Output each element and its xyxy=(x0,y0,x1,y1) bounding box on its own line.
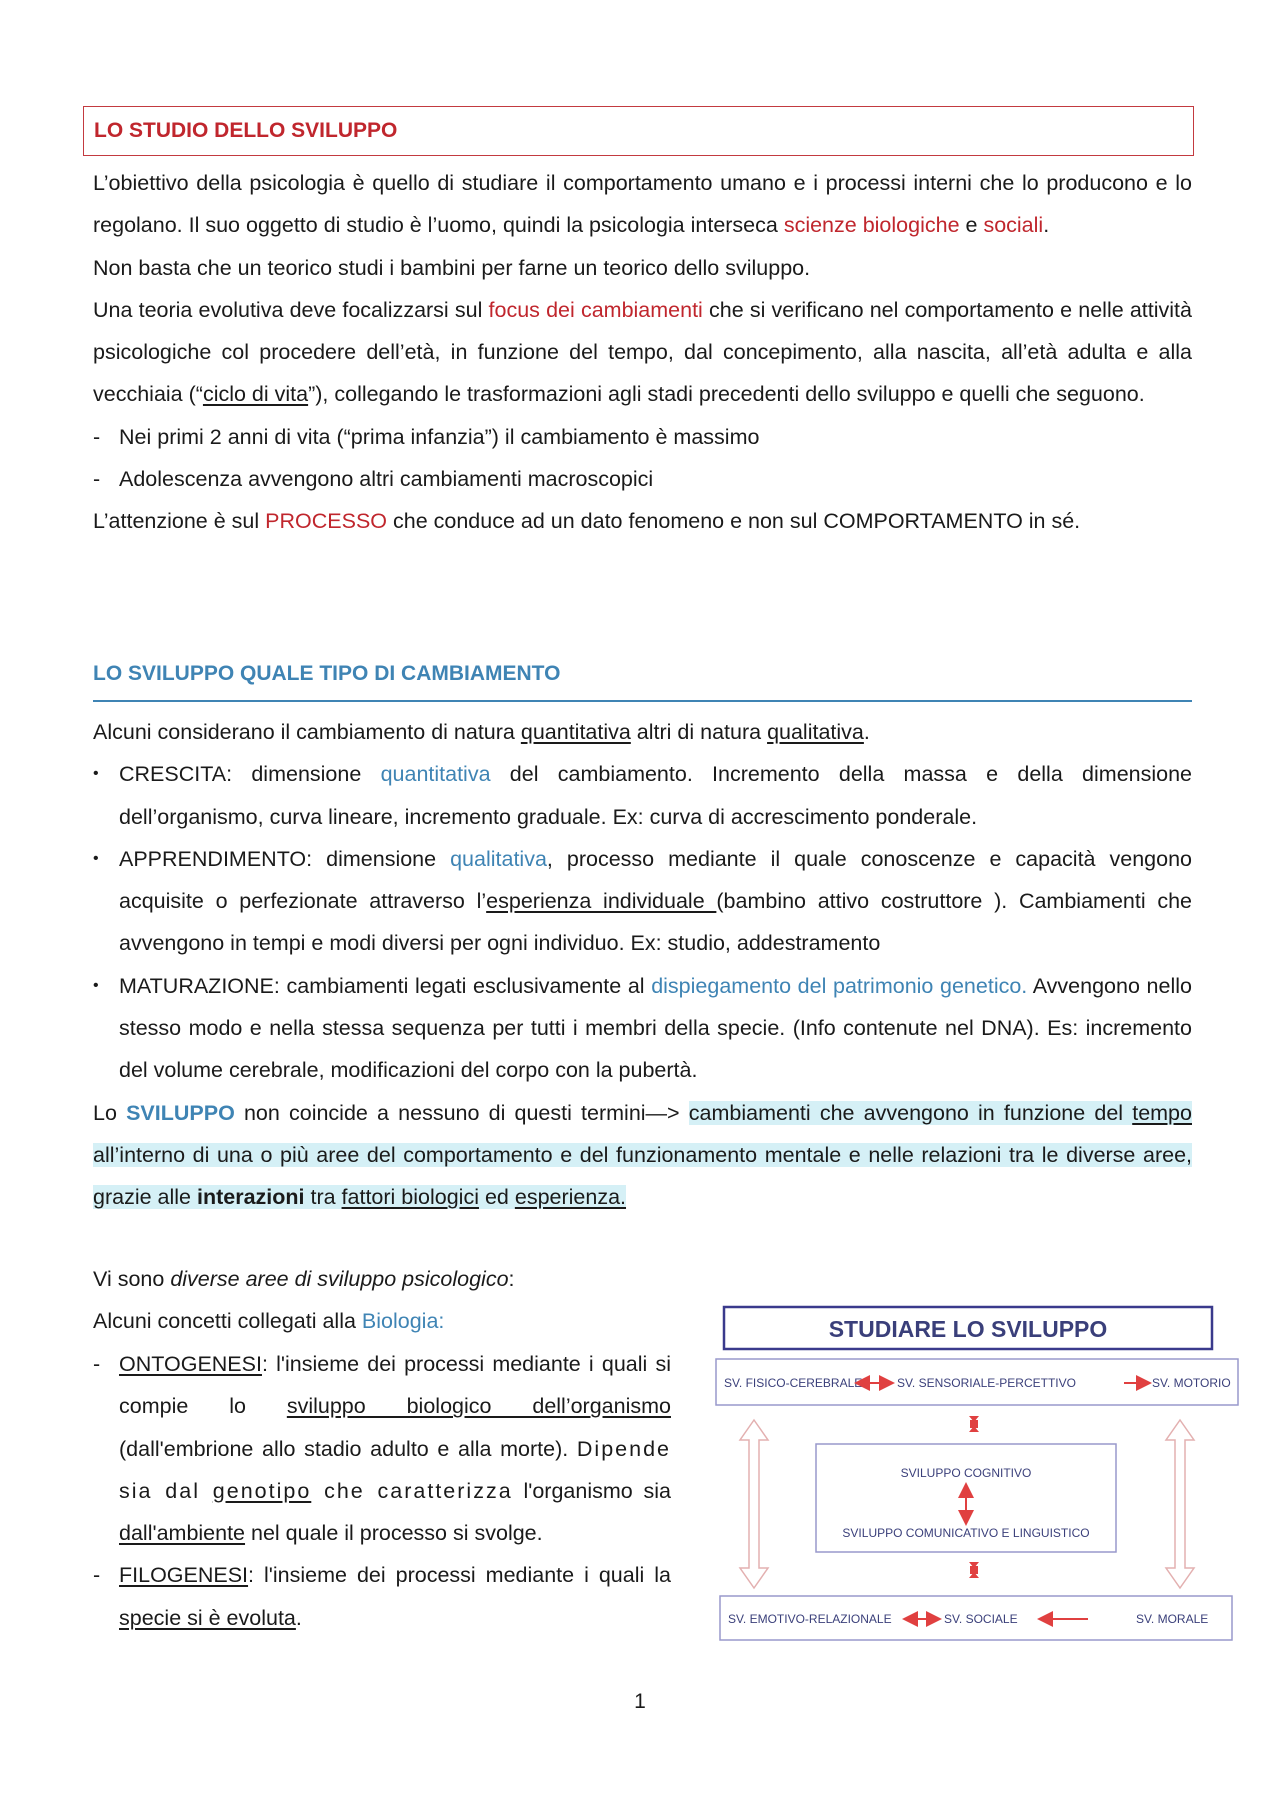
underlined-ciclo-di-vita: ciclo di vita xyxy=(202,382,309,407)
paragraph-natura-cambiamento: Alcuni considerano il cambiamento di natura quantitativa altri di natura qualitativa. xyxy=(93,720,870,744)
diagram-top-item-1: SV. FISICO-CEREBRALE xyxy=(724,1376,863,1390)
section3-definitions xyxy=(93,1343,671,1639)
diagram-center-item-2: SVILUPPO COMUNICATIVO E LINGUISTICO xyxy=(842,1526,1090,1540)
list-item-crescita: • CRESCITA: dimensione quantitativa del cambiamento. Incremento della massa e della dimensione dell’organismo, curva lineare, incremento graduale. Ex: curva di accrescimento ponderale. xyxy=(93,753,1192,838)
paragraph-teorico: Non basta che un teorico studi i bambini per farne un teorico dello sviluppo. xyxy=(93,255,811,280)
section-title-studio-sviluppo: LO STUDIO DELLO SVILUPPO xyxy=(83,106,1194,156)
page-number: 1 xyxy=(634,1690,646,1713)
diagram-bottom-item-3: SV. MORALE xyxy=(1136,1612,1209,1626)
diagram-arrow-top-center-bar xyxy=(970,1420,978,1428)
list-item-apprendimento: • APPRENDIMENTO: dimensione qualitativa, processo mediante il quale conoscenze e capacità vengono acquisite o perfezionate attraverso l’esperienza individuale (bambino attivo costruttore ). Cambiamenti che avvengono in tempi e modi diversi per ogni individuo. Ex: studio, addestramento xyxy=(93,838,1192,965)
diagram-studiare-sviluppo xyxy=(712,1302,1242,1652)
section1-body xyxy=(93,162,1192,543)
diagram-bottom-item-1: SV. EMOTIVO-RELAZIONALE xyxy=(728,1612,892,1626)
keyword-sviluppo: SVILUPPO xyxy=(126,1100,235,1125)
term-filogenesi: FILOGENESI xyxy=(119,1563,249,1588)
list-item-maturazione: • MATURAZIONE: cambiamenti legati esclusivamente al dispiegamento del patrimonio genetico. Avvengono nello stesso modo e nella stessa sequenza per tutti i membri della specie. (Info contenute nel DNA). Es: incremento del volume cerebrale, modificazioni del corpo con la pubertà. xyxy=(93,965,1192,1092)
term-ontogenesi: ONTOGENESI xyxy=(119,1352,262,1376)
paragraph-aree-sviluppo: Vi sono diverse aree di sviluppo psicologico: xyxy=(93,1267,515,1291)
paragraph-obiettivo: L’obiettivo della psicologia è quello di studiare il comportamento umano e i processi interni che lo producono e lo regolano. Il suo oggetto di studio è l’uomo, quindi la psicologia interseca scienze biologiche e sociali. xyxy=(93,171,1192,238)
diagram-title: STUDIARE LO SVILUPPO xyxy=(828,1316,1108,1342)
list-item-filogenesi: - FILOGENESI: l'insieme dei processi mediante i quali la specie si è evoluta. xyxy=(93,1554,671,1639)
diagram-arrow-bottom-center-bar xyxy=(970,1566,978,1574)
diagram-right-side-arrow xyxy=(1166,1420,1194,1588)
keyword-processo: PROCESSO xyxy=(265,509,388,534)
keyword-sociali: sociali xyxy=(983,213,1044,238)
list-item-prima-infanzia: - Nei primi 2 anni di vita (“prima infanzia”) il cambiamento è massimo xyxy=(93,416,1192,458)
keyword-scienze-biologiche: scienze biologiche xyxy=(783,213,960,238)
diagram-top-item-2: SV. SENSORIALE-PERCETTIVO xyxy=(897,1376,1076,1390)
list-item-ontogenesi: - ONTOGENESI: l'insieme dei processi mediante i quali si compie lo sviluppo biologico dell’organismo (dall'embrione allo stadio adulto e alla morte). Dipende sia dal genotipo che caratterizza l'organismo sia dall'ambiente nel quale il processo si svolge. xyxy=(93,1343,671,1554)
diagram-bottom-item-2: SV. SOCIALE xyxy=(944,1612,1018,1626)
paragraph-processo: L’attenzione è sul PROCESSO che conduce ad un dato fenomeno e non sul COMPORTAMENTO in sé. xyxy=(93,509,1081,534)
diagram-left-side-arrow xyxy=(740,1420,768,1588)
diagram-top-item-3: SV. MOTORIO xyxy=(1152,1376,1231,1390)
paragraph-teoria-evolutiva: Una teoria evolutiva deve focalizzarsi sul focus dei cambiamenti che si verificano nel comportamento e nelle attività psicologiche col procedere dell’età, in funzione del tempo, dal concepimento, alla nascita, all’età adulta e alla vecchiaia (“ciclo di vita”), collegando le trasformazioni agli stadi precedenti dello sviluppo e quelli che seguono. xyxy=(93,297,1192,407)
section-title-sviluppo-cambiamento: LO SVILUPPO QUALE TIPO DI CAMBIAMENTO xyxy=(93,652,1192,702)
paragraph-concetti-biologia: Alcuni concetti collegati alla Biologia: xyxy=(93,1309,445,1334)
highlighted-definition: cambiamenti che avvengono in funzione del tempo all’interno di una o più aree del comportamento e del funzionamento mentale e nelle relazioni tra le diverse aree, grazie alle interazioni tra fattori biologici ed esperienza. xyxy=(93,1100,1192,1210)
list-item-adolescenza: - Adolescenza avvengono altri cambiamenti macroscopici xyxy=(93,458,1192,500)
section2-body xyxy=(93,711,1192,1219)
keyword-focus-cambiamenti: focus dei cambiamenti xyxy=(488,297,703,322)
diagram-center-item-1: SVILUPPO COGNITIVO xyxy=(900,1466,1032,1480)
paragraph-sviluppo-definizione: Lo SVILUPPO non coincide a nessuno di questi termini—> cambiamenti che avvengono in funzione del tempo all’interno di una o più aree del comportamento e del funzionamento mentale e nelle relazioni tra le diverse aree, grazie alle interazioni tra fattori biologici ed esperienza. xyxy=(93,1100,1192,1210)
